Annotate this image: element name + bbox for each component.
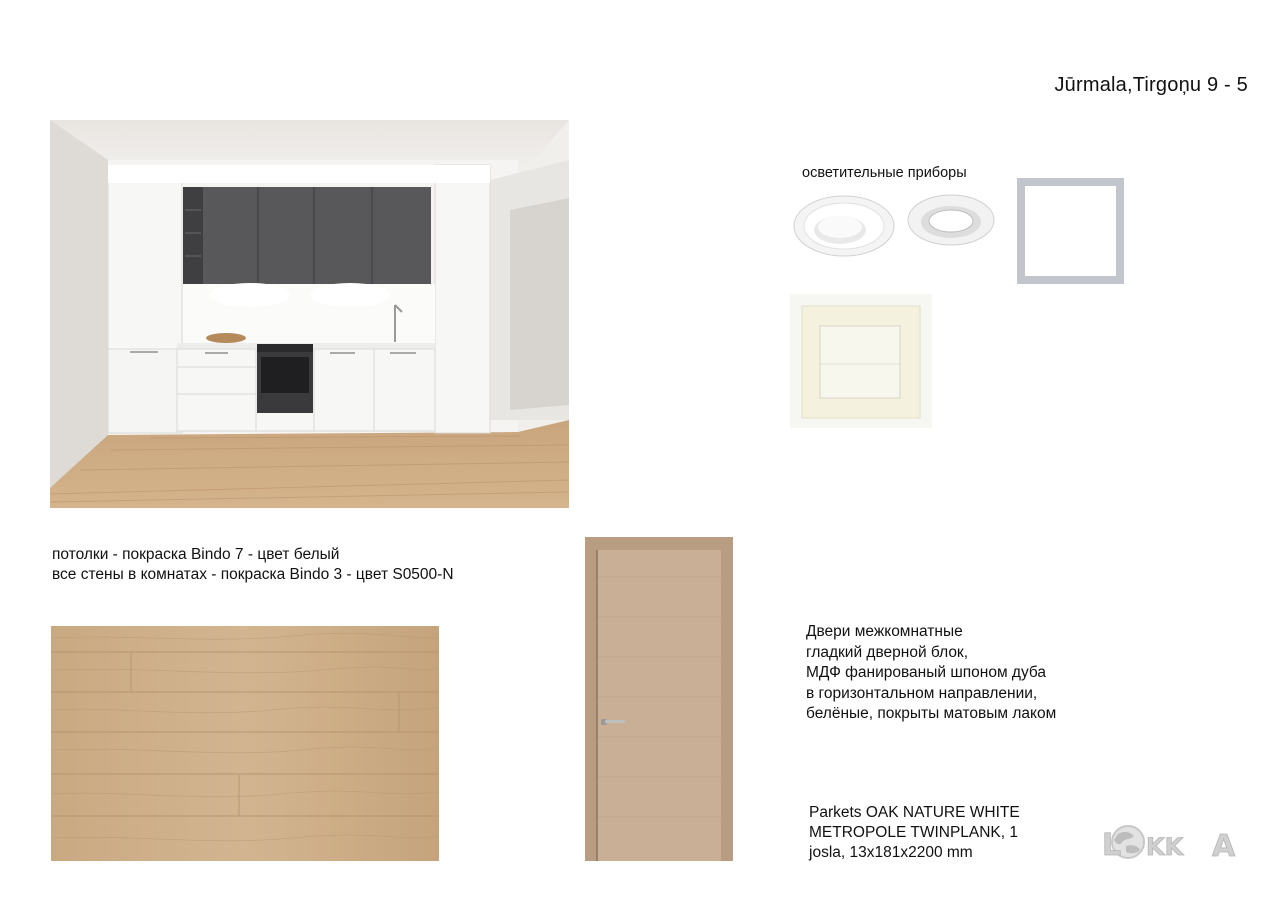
door-description [806, 622, 1056, 725]
lighting-label: осветительные приборы [802, 165, 967, 181]
flooring-line: josla, 13x181x2200 mm [809, 844, 973, 861]
ceiling-finish-text: потолки - покраска Bindo 7 - цвет белый [52, 546, 340, 563]
kitchen-render-image [50, 120, 569, 508]
door-line: гладкий дверной блок, [806, 643, 969, 661]
door-line: МДФ фанированый шпоном дуба [806, 664, 1047, 681]
walls-finish-text: все стены в комнатах - покраска Bindo 3 - цвет S0500-N [52, 566, 454, 583]
flooring-line: Parkets OAK NATURE WHITE [809, 804, 1020, 821]
svg-text:L: L [1102, 828, 1122, 863]
round-downlight-image [790, 190, 898, 260]
project-address: Jūrmala,Tirgoņu 9 - 5 [1054, 74, 1248, 96]
square-led-panel-image [1017, 178, 1124, 284]
door-line: Двери межкомнатные [806, 623, 963, 640]
door-line: белёные, покрыты матовым лаком [806, 705, 1057, 722]
svg-text:A: A [1212, 829, 1236, 864]
flooring-line: METROPOLE TWINPLANK, 1 [809, 824, 1019, 841]
oak-floor-swatch-image [51, 626, 439, 861]
light-switch-image [790, 294, 932, 428]
interior-door-image [585, 537, 733, 861]
recessed-spotlight-image [906, 192, 996, 248]
flooring-description [809, 803, 1020, 863]
svg-text:KK: KK [1146, 833, 1184, 861]
door-line: в горизонтальном направлении, [806, 684, 1038, 702]
finishes-caption [52, 545, 454, 585]
company-logo [1100, 820, 1240, 866]
